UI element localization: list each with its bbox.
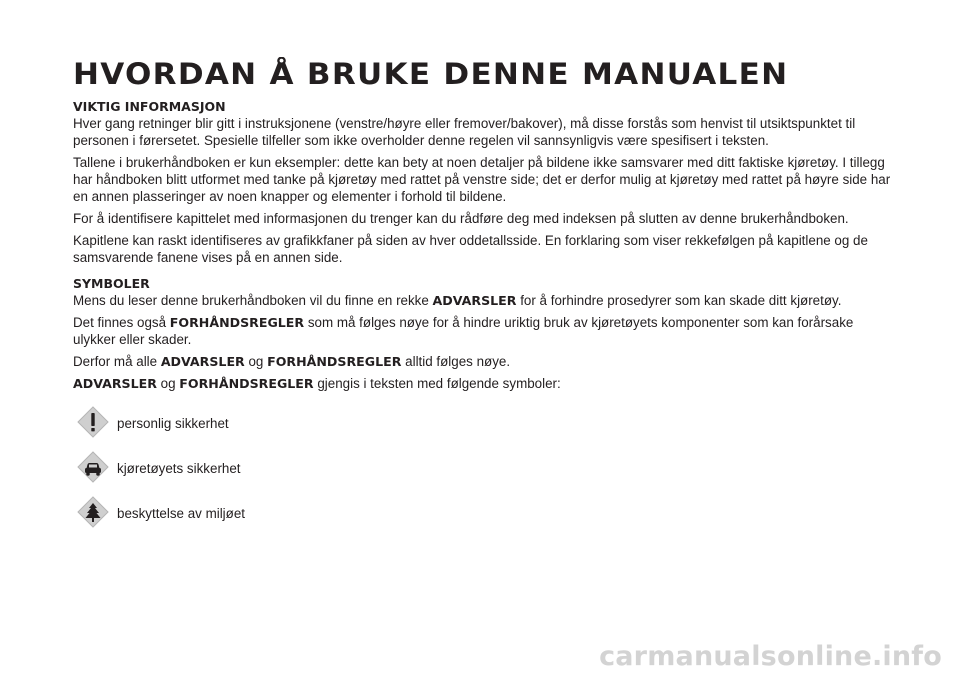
car-warning-icon — [77, 451, 109, 483]
tree-warning-icon — [77, 496, 109, 528]
paragraph-precautions: Det finnes også FORHÅNDSREGLER som må følges nøye for å hindre uriktig bruk av kjøretøyets komponenter som kan forårsake ulykker eller skader. — [73, 315, 854, 347]
symbol-row-personal-safety — [73, 406, 893, 448]
keyword-precautions: FORHÅNDSREGLER — [267, 354, 402, 369]
keyword-warnings: ADVARSLER — [432, 293, 517, 308]
symbol-row-environment — [73, 496, 893, 538]
symbol-label: kjøretøyets sikkerhet — [117, 461, 241, 476]
symbol-label: personlig sikkerhet — [117, 416, 229, 431]
manual-page — [73, 56, 893, 541]
paragraph-illustrations: Tallene i brukerhåndboken er kun eksempler: dette kan bety at noen detaljer på bildene ikke samsvarer med ditt faktiske kjøretøy. I tillegg har håndboken blitt utformet med tanke på kjøretøy med rattet på venstre side; det er derfor mulig at kjøretøy med rattet på høyre side har en annen plasseringer av noen knapper og elementer i forhold til bildene. — [73, 155, 891, 204]
paragraph-directions: Hver gang retninger blir gitt i instruksjonene (venstre/høyre eller fremover/bakover), må disse forstås som henvist til utsiktspunktet til personen i førersetet. Spesielle tilfeller som ikke overholder denne regelen vil sannsynligvis være spesifisert i teksten. — [73, 116, 856, 148]
page-title: HVORDAN Å BRUKE DENNE MANUALEN — [73, 57, 789, 91]
keyword-warnings: ADVARSLER — [73, 376, 157, 391]
section-heading-symbols: SYMBOLER — [73, 276, 150, 291]
watermark: carmanualsonline.info — [599, 641, 942, 672]
keyword-precautions: FORHÅNDSREGLER — [179, 376, 314, 391]
paragraph-always-follow: Derfor må alle ADVARSLER og FORHÅNDSREGLER alltid følges nøye. — [73, 354, 511, 369]
paragraph-warnings: Mens du leser denne brukerhåndboken vil du finne en rekke ADVARSLER for å forhindre prosedyrer som kan skade ditt kjøretøy. — [73, 293, 842, 308]
keyword-warnings: ADVARSLER — [160, 354, 245, 369]
symbol-row-vehicle-safety — [73, 451, 893, 493]
keyword-precautions: FORHÅNDSREGLER — [169, 315, 305, 330]
symbol-list — [73, 406, 893, 538]
paragraph-symbols-intro: ADVARSLER og FORHÅNDSREGLER gjengis i teksten med følgende symboler: — [73, 376, 561, 391]
exclamation-warning-icon — [77, 406, 109, 438]
section-heading-important-info: VIKTIG INFORMASJON — [73, 99, 226, 114]
paragraph-index: For å identifisere kapittelet med informasjonen du trenger kan du rådføre deg med indeksen på slutten av denne brukerhåndboken. — [73, 211, 849, 226]
symbol-label: beskyttelse av miljøet — [117, 506, 245, 521]
paragraph-chapter-tabs: Kapitlene kan raskt identifiseres av grafikkfaner på siden av hver oddetallsside. En forklaring som viser rekkefølgen på kapitlene og de samsvarende fanene vises på en annen side. — [73, 233, 868, 265]
